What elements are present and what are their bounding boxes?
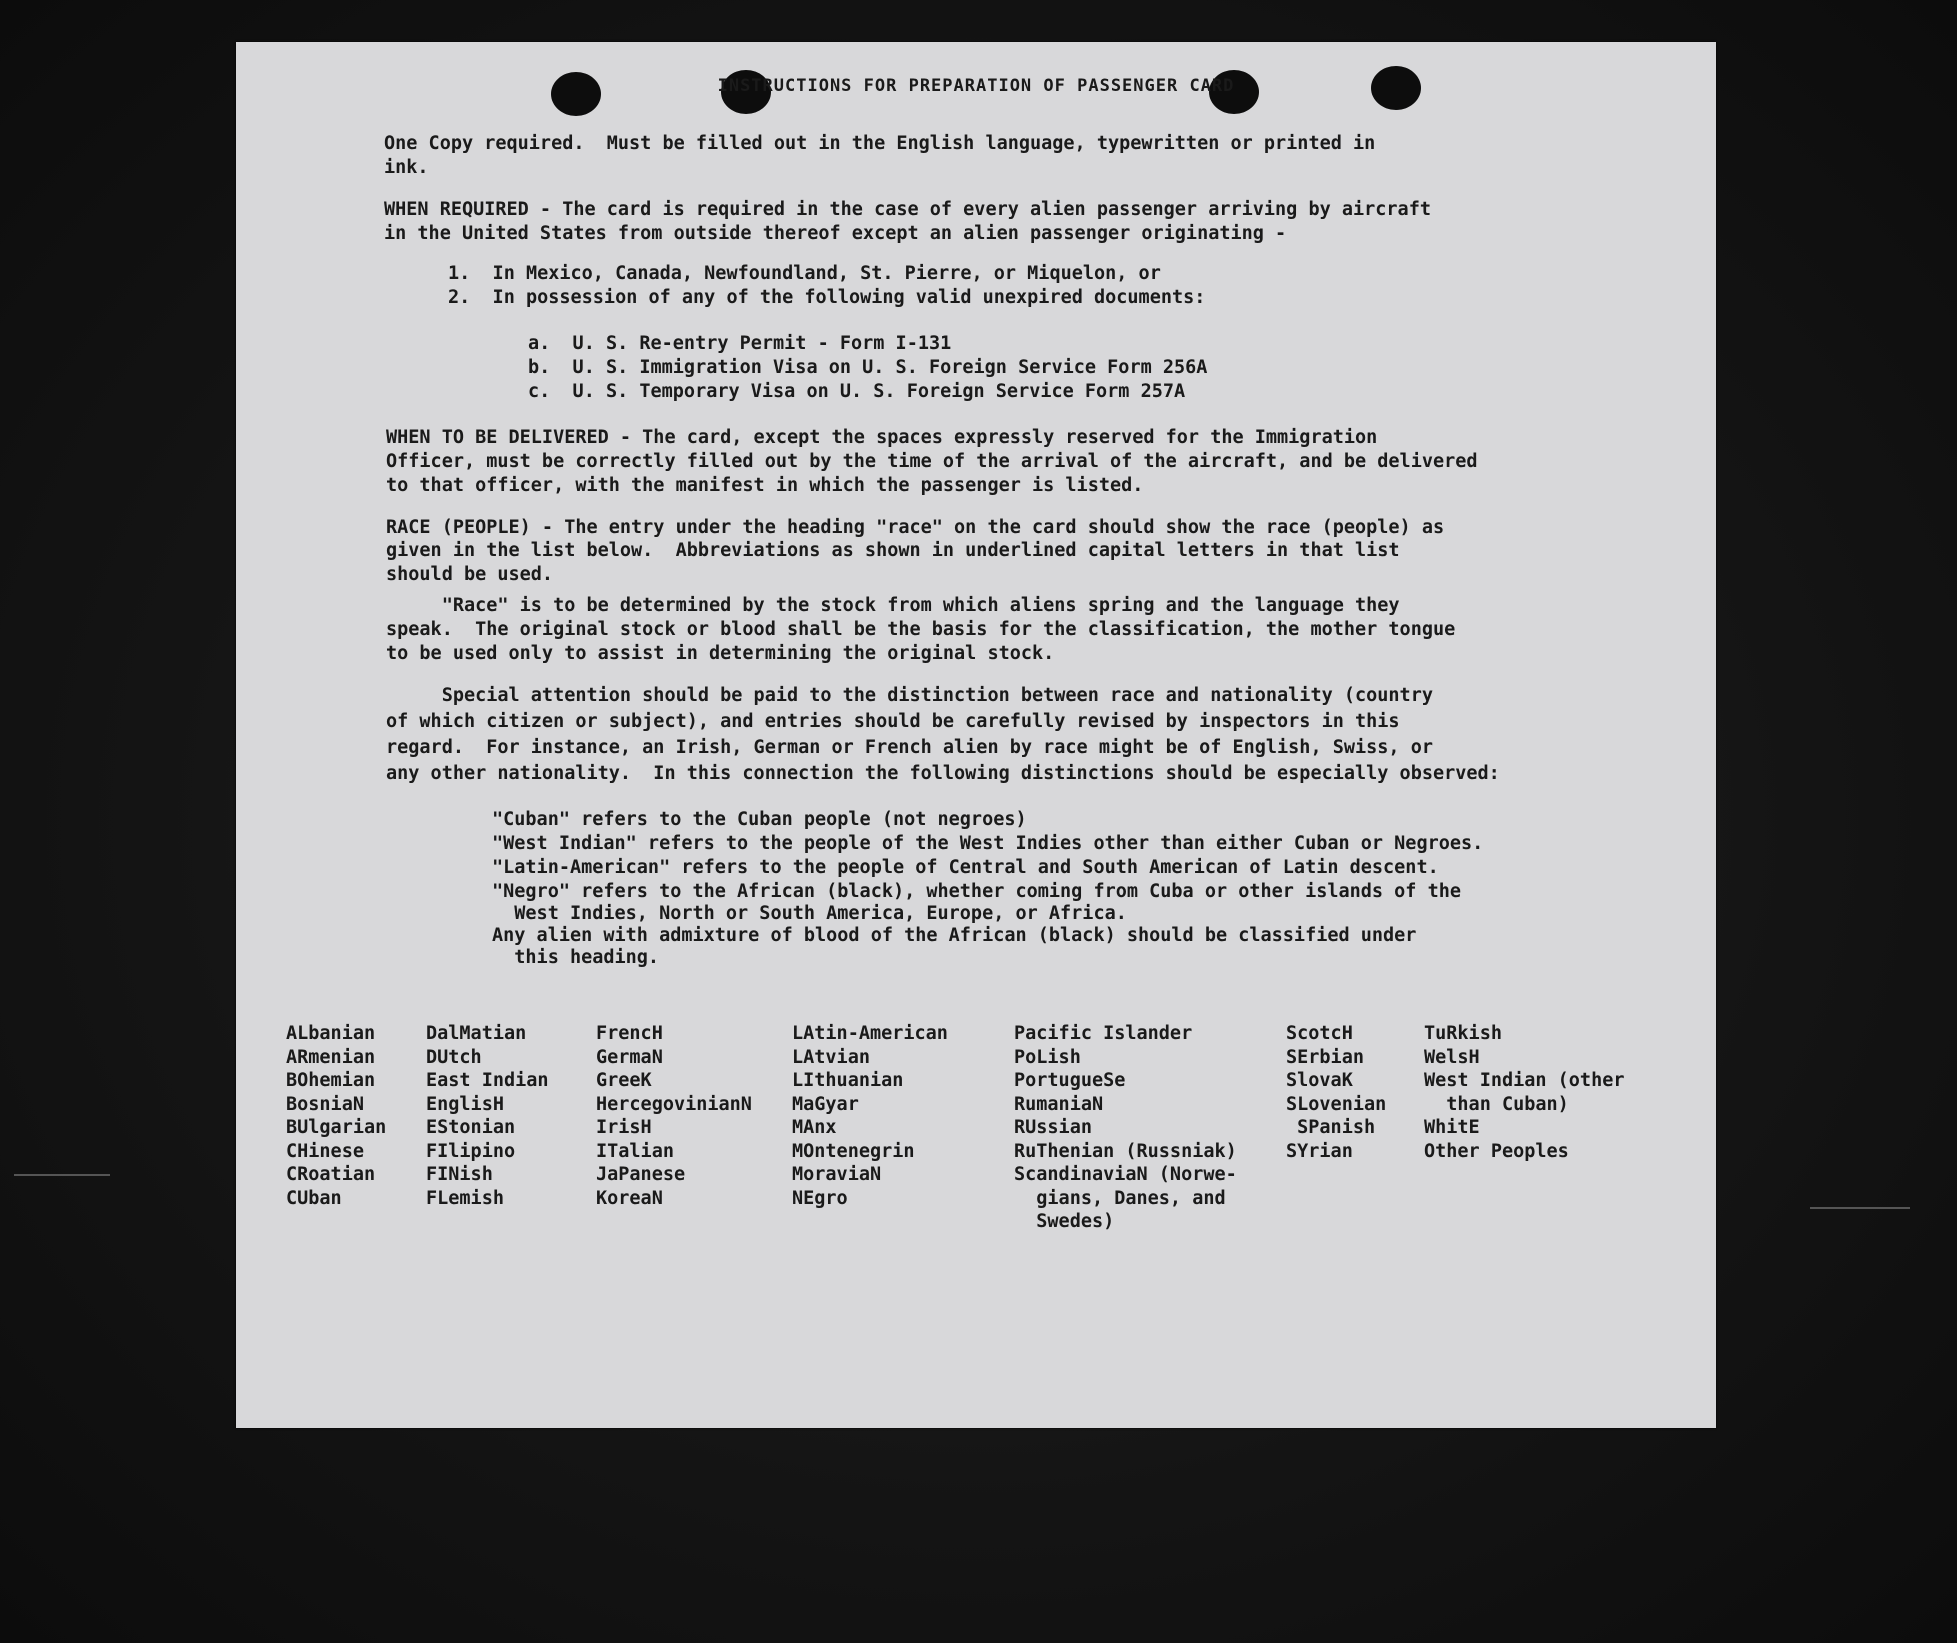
intro-line-1: One Copy required. Must be filled out in the English language, typewritten or printed in — [384, 133, 1376, 154]
race-list-item: DalMatian — [426, 1023, 527, 1044]
distinction-negro-cont: West Indies, North or South America, Europe, or Africa. — [492, 903, 1127, 924]
race-list-column-4 — [792, 1022, 948, 1210]
race-line-2: given in the list below. Abbreviations as shown in underlined capital letters in that list — [386, 540, 1400, 561]
race-list-item: SErbian — [1286, 1046, 1364, 1068]
race-list-item: FLemish — [426, 1187, 504, 1209]
document-a: a. U. S. Re-entry Permit - Form I-131 — [528, 333, 952, 354]
race-list-column-5 — [1014, 1022, 1237, 1234]
when-required-line-2: in the United States from outside thereof except an alien passenger originating - — [384, 223, 1287, 244]
race-list-item: MOntenegrin — [792, 1140, 915, 1162]
race-list-item: CUban — [286, 1187, 342, 1209]
race-list-item: NEgro — [792, 1187, 848, 1209]
race-list-item: DUtch — [426, 1046, 482, 1068]
required-item-2: 2. In possession of any of the following valid unexpired documents: — [448, 287, 1206, 308]
race-list-item: HercegovinianN — [596, 1093, 752, 1115]
race-list-item: LAtvian — [792, 1046, 870, 1068]
race-list-column-2 — [426, 1022, 549, 1210]
race-list-item: GermaN — [596, 1046, 663, 1068]
race-list-item: CRoatian — [286, 1164, 376, 1185]
race-list-item: MoraviaN — [792, 1164, 882, 1185]
race-list-item: IrisH — [596, 1117, 652, 1138]
race-list-item: Pacific Islander — [1014, 1023, 1193, 1044]
when-delivered-line-3: to that officer, with the manifest in which the passenger is listed. — [386, 475, 1144, 496]
distinction-admixture: Any alien with admixture of blood of the African (black) should be classified under — [492, 925, 1417, 946]
race-list-item: BUlgarian — [286, 1117, 387, 1138]
race-line-3: should be used. — [386, 564, 554, 585]
document-b: b. U. S. Immigration Visa on U. S. Foreign Service Form 256A — [528, 357, 1208, 378]
scan-edge-mark-right — [1810, 1207, 1910, 1209]
race-list-item: SlovaK — [1286, 1070, 1353, 1091]
race-list-item: PortugueSe — [1014, 1070, 1126, 1091]
race-list-item: gians, Danes, and — [1014, 1187, 1226, 1209]
race-list-item: LIthuanian — [792, 1070, 904, 1091]
intro-line-2: ink. — [384, 157, 429, 178]
race-list-item: ITalian — [596, 1140, 674, 1162]
scan-edge-mark-left — [14, 1174, 110, 1176]
race-list-item: RUssian — [1014, 1117, 1092, 1138]
when-delivered-line-2: Officer, must be correctly filled out by the time of the arrival of the aircraft, and be delivered — [386, 451, 1478, 472]
race-list-item: SLovenian — [1286, 1093, 1387, 1115]
race-list-item: WelsH — [1424, 1046, 1480, 1068]
race-list-item: ALbanian — [286, 1023, 376, 1044]
race-para2-line-2: speak. The original stock or blood shall be the basis for the classification, the mother tongue — [386, 619, 1456, 640]
race-list-item: CHinese — [286, 1140, 364, 1162]
race-list-column-3 — [596, 1022, 752, 1210]
race-para3-line-2: of which citizen or subject), and entries should be carefully revised by inspectors in this — [386, 711, 1400, 732]
when-required-line-1: WHEN REQUIRED - The card is required in the case of every alien passenger arriving by aircraft — [384, 199, 1431, 220]
race-list-item: FrencH — [596, 1023, 663, 1044]
race-list-item: TuRkish — [1424, 1023, 1502, 1044]
race-list-item: GreeK — [596, 1070, 652, 1091]
race-list-item: ARmenian — [286, 1046, 376, 1068]
race-list-item: FIlipino — [426, 1140, 516, 1162]
race-para3-line-3: regard. For instance, an Irish, German or French alien by race might be of English, Swiss, or — [386, 737, 1433, 758]
race-list-item: Swedes) — [1014, 1211, 1115, 1232]
race-list-column-7 — [1424, 1022, 1624, 1163]
race-list-item: West Indian (other — [1424, 1070, 1625, 1091]
distinction-negro: "Negro" refers to the African (black), whether coming from Cuba or other islands of the — [492, 881, 1462, 902]
race-list-item: MaGyar — [792, 1093, 859, 1115]
race-list-item: SPanish — [1286, 1117, 1376, 1138]
race-para3-line-4: any other nationality. In this connection the following distinctions should be especially observed: — [386, 763, 1500, 784]
race-list-item: RumaniaN — [1014, 1093, 1104, 1115]
page-title: INSTRUCTIONS FOR PREPARATION OF PASSENGER CARD — [717, 76, 1235, 96]
document-page — [236, 42, 1716, 1428]
race-list-item: JaPanese — [596, 1164, 686, 1185]
race-list-item: BosniaN — [286, 1093, 364, 1115]
when-delivered-line-1: WHEN TO BE DELIVERED - The card, except the spaces expressly reserved for the Immigration — [386, 427, 1378, 448]
race-list-item: EnglisH — [426, 1093, 504, 1115]
race-para3-line-1: Special attention should be paid to the distinction between race and nationality (country — [386, 685, 1433, 706]
race-list-item: SYrian — [1286, 1140, 1353, 1162]
distinction-latin-american: "Latin-American" refers to the people of Central and South American of Latin descent. — [492, 857, 1439, 878]
race-list-column-6 — [1286, 1022, 1386, 1163]
document-c: c. U. S. Temporary Visa on U. S. Foreign Service Form 257A — [528, 381, 1186, 402]
race-list-item: Other Peoples — [1424, 1140, 1569, 1162]
race-list-item: PoLish — [1014, 1046, 1081, 1068]
race-list-item: BOhemian — [286, 1070, 376, 1091]
distinction-cuban: "Cuban" refers to the Cuban people (not negroes) — [492, 809, 1027, 830]
race-list-item: ScotcH — [1286, 1023, 1353, 1044]
race-list-item: than Cuban) — [1424, 1093, 1569, 1115]
race-list-column-1 — [286, 1022, 386, 1210]
race-list-item: RuThenian (Russniak) — [1014, 1140, 1237, 1162]
race-para2-line-3: to be used only to assist in determining the original stock. — [386, 643, 1055, 664]
race-list-item: ScandinaviaN (Norwe- — [1014, 1164, 1237, 1185]
required-item-1: 1. In Mexico, Canada, Newfoundland, St. Pierre, or Miquelon, or — [448, 263, 1161, 284]
distinction-admixture-cont: this heading. — [492, 947, 660, 968]
race-list-item: FINish — [426, 1164, 493, 1185]
race-para2-line-1: "Race" is to be determined by the stock from which aliens spring and the language they — [386, 595, 1400, 616]
race-line-1: RACE (PEOPLE) - The entry under the heading "race" on the card should show the race (people) as — [386, 517, 1445, 538]
race-list-item: MAnx — [792, 1117, 837, 1138]
distinction-west-indian: "West Indian" refers to the people of the West Indies other than either Cuban or Negroes. — [492, 833, 1484, 854]
race-list-item: WhitE — [1424, 1117, 1480, 1138]
race-list-item: KoreaN — [596, 1187, 663, 1209]
race-list-item: EStonian — [426, 1117, 516, 1138]
race-list-item: LAtin-American — [792, 1023, 948, 1044]
race-list-item: East Indian — [426, 1070, 549, 1091]
